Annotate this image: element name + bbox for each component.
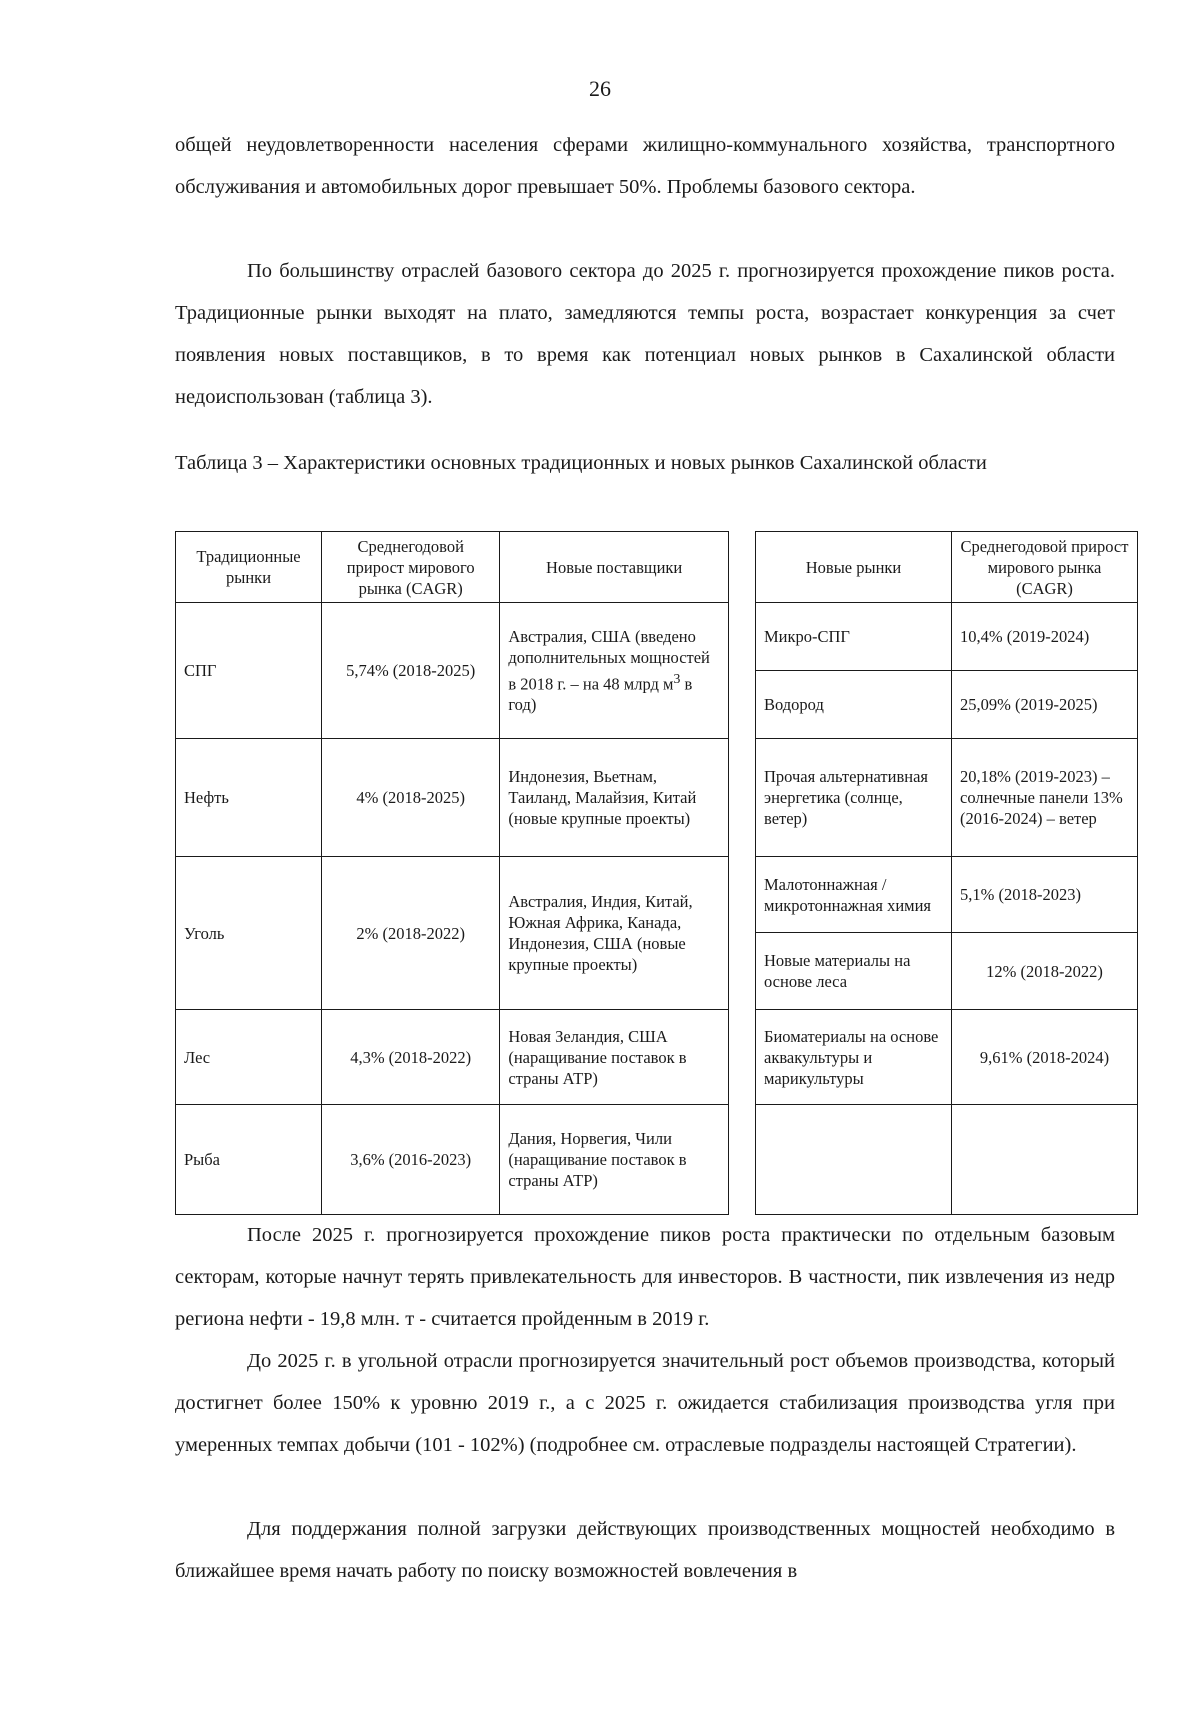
table-row	[756, 739, 1138, 857]
market-cell: Рыба	[176, 1105, 322, 1215]
cagr-cell: 4% (2018-2025)	[322, 739, 500, 857]
paragraph-capacity: Для поддержания полной загрузки действующих производственных мощностей необходимо в ближайшее время начать работу по поиску возможностей вовлечения в	[175, 1518, 1115, 1582]
suppliers-cell: Австралия, Индия, Китай, Южная Африка, Канада, Индонезия, США (новые крупные проекты)	[500, 857, 729, 1010]
cagr-cell: 5,74% (2018-2025)	[322, 603, 500, 739]
suppliers-text: Австралия, США (введено дополнительных мощностей в 2018 г. – на 48 млрд м	[508, 626, 710, 694]
table-row	[176, 603, 729, 739]
table-header: Среднегодовой прирост мирового рынка (CAGR)	[952, 532, 1138, 603]
suppliers-cell	[500, 603, 729, 739]
new-market-cell: Новые материалы на основе леса	[756, 933, 952, 1010]
suppliers-cell: Индонезия, Вьетнам, Таиланд, Малайзия, Китай (новые крупные проекты)	[500, 739, 729, 857]
new-market-cell: Биоматериалы на основе аквакультуры и марикультуры	[756, 1010, 952, 1105]
table-header: Новые рынки	[756, 532, 952, 603]
table-row	[176, 1010, 729, 1105]
market-cell: Уголь	[176, 857, 322, 1010]
table-header: Среднегодовой прирост мирового рынка (CAGR)	[322, 532, 500, 603]
cagr-cell: 2% (2018-2022)	[322, 857, 500, 1010]
cagr-cell: 12% (2018-2022)	[952, 933, 1138, 1010]
empty-cell	[952, 1105, 1138, 1215]
paragraph-coal: До 2025 г. в угольной отрасли прогнозируется значительный рост объемов производства, который достигнет более 150% к уровню 2019 г., а с 2025 г. ожидается стабилизация производства угля при умеренных темпах добычи (101 - 102%) (подробнее см. отраслевые подразделы настоящей Стратегии).	[175, 1350, 1115, 1456]
market-cell: СПГ	[176, 603, 322, 739]
table-caption: Таблица 3 – Характеристики основных традиционных и новых рынков Сахалинской области	[175, 452, 987, 474]
table-row	[176, 857, 729, 1010]
new-market-cell: Водород	[756, 671, 952, 739]
table-row	[756, 857, 1138, 933]
market-cell: Лес	[176, 1010, 322, 1105]
cagr-cell: 20,18% (2019-2023) – солнечные панели 13% (2016-2024) – ветер	[952, 739, 1138, 857]
new-market-cell: Прочая альтернативная энергетика (солнце, ветер)	[756, 739, 952, 857]
table-row	[176, 1105, 729, 1215]
paragraph-continued: общей неудовлетворенности населения сферами жилищно-коммунального хозяйства, транспортного обслуживания и автомобильных дорог превышает 50%. Проблемы базового сектора.	[175, 134, 1115, 198]
cagr-cell: 10,4% (2019-2024)	[952, 603, 1138, 671]
table-row	[756, 933, 1138, 1010]
table-row	[756, 671, 1138, 739]
table-header: Традиционные рынки	[176, 532, 322, 603]
cagr-cell: 4,3% (2018-2022)	[322, 1010, 500, 1105]
table-row	[176, 739, 729, 857]
new-market-cell: Малотоннажная / микротоннажная химия	[756, 857, 952, 933]
suppliers-cell: Новая Зеландия, США (наращивание поставок в страны АТР)	[500, 1010, 729, 1105]
cagr-cell: 5,1% (2018-2023)	[952, 857, 1138, 933]
table-row	[756, 1105, 1138, 1215]
table-row	[756, 1010, 1138, 1105]
page-number: 26	[589, 76, 611, 101]
cagr-cell: 25,09% (2019-2025)	[952, 671, 1138, 739]
cubic-superscript: 3	[673, 670, 681, 686]
cagr-cell: 3,6% (2016-2023)	[322, 1105, 500, 1215]
new-markets-table	[755, 531, 1138, 1215]
paragraph-after-2025: После 2025 г. прогнозируется прохождение пиков роста практически по отдельным базовым секторам, которые начнут терять привлекательность для инвесторов. В частности, пик извлечения из недр региона нефти - 19,8 млн. т - считается пройденным в 2019 г.	[175, 1224, 1115, 1330]
paragraph-peaks: По большинству отраслей базового сектора до 2025 г. прогнозируется прохождение пиков роста. Традиционные рынки выходят на плато, замедляются темпы роста, возрастает конкуренция за счет появления новых поставщиков, в то время как потенциал новых рынков в Сахалинской области недоиспользован (таблица 3).	[175, 260, 1115, 408]
cagr-cell: 9,61% (2018-2024)	[952, 1010, 1138, 1105]
traditional-markets-table	[175, 531, 729, 1215]
suppliers-cell: Дания, Норвегия, Чили (наращивание поставок в страны АТР)	[500, 1105, 729, 1215]
suppliers-text-end: в год)	[508, 674, 693, 715]
market-cell: Нефть	[176, 739, 322, 857]
empty-cell	[756, 1105, 952, 1215]
table-row	[756, 603, 1138, 671]
new-market-cell: Микро-СПГ	[756, 603, 952, 671]
table-header: Новые поставщики	[500, 532, 729, 603]
